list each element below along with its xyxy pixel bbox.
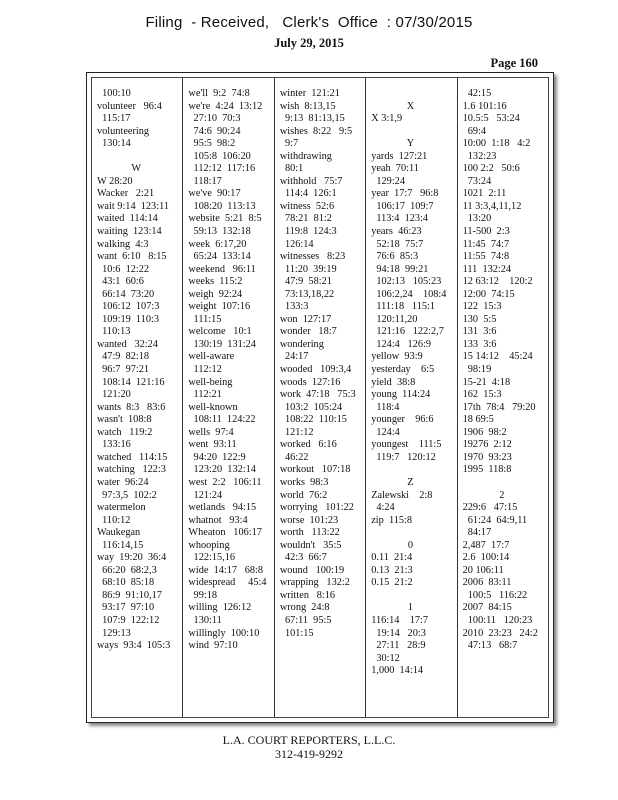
index-entry-line: 27:11 28:9 bbox=[371, 640, 426, 652]
index-entry-line: 114:4 126:1 bbox=[279, 188, 337, 200]
index-entry-line: wonder 18:7 bbox=[279, 326, 337, 338]
index-entry-line: 112:12 bbox=[188, 364, 222, 376]
index-entry-line: 42:3 66:7 bbox=[279, 552, 327, 564]
blank-line bbox=[371, 590, 453, 603]
index-entry-line: way 19:20 36:4 bbox=[97, 552, 167, 564]
index-entry-line: website 5:21 8:5 bbox=[188, 213, 262, 225]
index-entry-line: worth 113:22 bbox=[279, 527, 340, 539]
index-entry-line: 10.5:5 53:24 bbox=[462, 113, 520, 125]
index-entry-line: wait 9:14 123:11 bbox=[97, 200, 169, 212]
section-letter-heading: 0 bbox=[407, 539, 413, 551]
index-entry-line: 111:18 115:1 bbox=[371, 301, 436, 313]
index-entry-line: we're 4:24 13:12 bbox=[188, 100, 263, 112]
court-reporter-phone: 312-419-9292 bbox=[275, 747, 343, 761]
index-entry-line: 115:17 bbox=[97, 113, 131, 125]
index-entry-line: 107:9 122:12 bbox=[97, 614, 160, 626]
index-entry-line: weight 107:16 bbox=[188, 301, 251, 313]
page-number: Page 160 bbox=[490, 56, 538, 70]
index-entry-line: 116:14 17:7 bbox=[371, 614, 429, 626]
index-entry-line: yeah 70:11 bbox=[371, 163, 419, 175]
section-letter-heading: Y bbox=[406, 138, 415, 150]
index-entry-line: 86:9 91:10,17 bbox=[97, 589, 162, 601]
index-entry-line: weeks 115:2 bbox=[188, 276, 243, 288]
index-entry-line: 130:14 bbox=[97, 138, 131, 150]
section-letter-heading: W bbox=[131, 163, 142, 175]
index-entry-line: weekend 96:11 bbox=[188, 263, 256, 275]
index-entry-line: 76:6 85:3 bbox=[371, 251, 419, 263]
index-entry-line: 106:2,24 108:4 bbox=[371, 288, 447, 300]
index-entry-line: 99:18 bbox=[188, 589, 218, 601]
index-entry-line: 61:24 64:9,11 bbox=[462, 514, 528, 526]
index-entry-line: 2,487 17:7 bbox=[462, 539, 510, 551]
index-entry-line: wound 100:19 bbox=[279, 564, 345, 576]
index-entry-line: wrapping 132:2 bbox=[279, 577, 350, 589]
index-entry-line: 80:1 bbox=[279, 163, 304, 175]
index-entry-line: 130:19 131:24 bbox=[188, 338, 256, 350]
index-entry-line: 1,000 14:14 bbox=[371, 665, 423, 677]
index-entry-line: 66:20 68:2,3 bbox=[97, 564, 157, 576]
index-entry-line: waiting 123:14 bbox=[97, 226, 162, 238]
index-entry-line: worrying 101:22 bbox=[279, 502, 354, 514]
index-entry-line: watching 122:3 bbox=[97, 464, 166, 476]
index-entry-line: volunteer 96:4 bbox=[97, 100, 162, 112]
index-entry-line: withhold 75:7 bbox=[279, 175, 343, 187]
index-entry-line: 93:17 97:10 bbox=[97, 602, 155, 614]
index-entry-line: 2010 23:23 24:2 bbox=[462, 627, 538, 639]
index-entry-line: want 6:10 8:15 bbox=[97, 251, 167, 263]
index-entry-line: 121:24 bbox=[188, 489, 223, 501]
page-footer bbox=[0, 733, 618, 761]
index-entry-line: 73:24 bbox=[462, 175, 492, 187]
blank-line bbox=[371, 527, 453, 540]
index-entry-line: youngest 111:5 bbox=[371, 439, 442, 451]
index-entry-line: world 76:2 bbox=[279, 489, 328, 501]
index-entry-line: 100:11 120:23 bbox=[462, 614, 533, 626]
index-entry-line: 2.6 100:14 bbox=[462, 552, 510, 564]
index-entry-line: Wheaton 106:17 bbox=[188, 527, 262, 539]
index-entry-line: 111:15 bbox=[188, 313, 222, 325]
index-entry-line: woods 127:16 bbox=[279, 376, 341, 388]
index-entry-line: 9:13 81:13,15 bbox=[279, 113, 345, 125]
index-entry-line: worked 6:16 bbox=[279, 439, 337, 451]
index-entry-line: went 93:11 bbox=[188, 439, 237, 451]
index-entry-line: 133:3 bbox=[279, 301, 309, 313]
index-entry-line: 113:4 123:4 bbox=[371, 213, 429, 225]
index-entry-line: 121:16 122:2,7 bbox=[371, 326, 444, 338]
index-entry-line: 130:11 bbox=[188, 614, 222, 626]
index-entry-line: 20 106:11 bbox=[462, 564, 504, 576]
index-entry-line: 12 63:12 120:2 bbox=[462, 276, 533, 288]
index-entry-line: wide 14:17 68:8 bbox=[188, 564, 264, 576]
index-entry-line: 122 15:3 bbox=[462, 301, 502, 313]
index-entry-line: 100:5 116:22 bbox=[462, 589, 528, 601]
index-entry-line: 11:55 74:8 bbox=[462, 251, 510, 263]
blank-line bbox=[371, 88, 453, 101]
index-column-5 bbox=[458, 78, 548, 717]
index-entry-line: 109:19 110:3 bbox=[97, 313, 159, 325]
index-entry-line: 30:12 bbox=[371, 652, 400, 664]
index-entry-line: 47:9 58:21 bbox=[279, 276, 332, 288]
index-entry-line: whatnot 93:4 bbox=[188, 514, 248, 526]
index-entry-line: younger 96:6 bbox=[371, 414, 434, 426]
index-entry-line: week 6:17,20 bbox=[188, 238, 247, 250]
index-column-3 bbox=[275, 78, 366, 717]
index-entry-line: 11-500 2:3 bbox=[462, 226, 510, 238]
index-entry-line: 112:21 bbox=[188, 389, 222, 401]
index-entry-line: 124:4 bbox=[371, 426, 400, 438]
index-entry-line: 78:21 81:2 bbox=[279, 213, 332, 225]
section-letter-heading: 2 bbox=[499, 489, 505, 501]
index-entry-line: W 28:20 bbox=[97, 175, 133, 187]
index-entry-line: 1906 98:2 bbox=[462, 426, 507, 438]
index-entry-line: yards 127:21 bbox=[371, 150, 428, 162]
index-entry-line: 118:4 bbox=[371, 401, 400, 413]
index-entry-line: wondering bbox=[279, 338, 324, 350]
index-entry-line: 84:17 bbox=[462, 527, 492, 539]
index-entry-line: zip 115:8 bbox=[371, 514, 413, 526]
index-entry-line: 52:18 75:7 bbox=[371, 238, 424, 250]
index-entry-line: water 96:24 bbox=[97, 476, 149, 488]
index-entry-line: watch 119:2 bbox=[97, 426, 153, 438]
index-entry-line: 0.13 21:3 bbox=[371, 564, 413, 576]
index-entry-line: 121:20 bbox=[97, 389, 131, 401]
index-entry-line: 1.6 101:16 bbox=[462, 100, 507, 112]
transcript-date: July 29, 2015 bbox=[274, 36, 344, 50]
index-entry-line: 74:6 90:24 bbox=[188, 125, 241, 137]
index-entry-line: wind 97:10 bbox=[188, 640, 238, 652]
index-entry-line: 102:13 105:23 bbox=[371, 276, 442, 288]
index-entry-line: works 98:3 bbox=[279, 476, 329, 488]
index-entry-line: 129:24 bbox=[371, 175, 405, 187]
blank-line bbox=[371, 126, 453, 139]
blank-line bbox=[463, 477, 545, 490]
index-entry-line: 11:45 74:7 bbox=[462, 238, 510, 250]
index-entry-line: 19:14 20:3 bbox=[371, 627, 426, 639]
index-entry-line: 120:11,20 bbox=[371, 313, 418, 325]
index-entry-line: 121:12 bbox=[279, 426, 314, 438]
index-entry-line: 119:7 120:12 bbox=[371, 451, 436, 463]
index-entry-line: withdrawing bbox=[279, 150, 332, 162]
index-entry-line: wouldn't 35:5 bbox=[279, 539, 342, 551]
section-letter-heading: 1 bbox=[407, 602, 413, 614]
index-entry-line: whooping bbox=[188, 539, 230, 551]
index-entry-line: workout 107:18 bbox=[279, 464, 351, 476]
index-entry-line: wish 8:13,15 bbox=[279, 100, 336, 112]
index-page-frame bbox=[86, 72, 554, 723]
index-entry-line: 100 2:2 50:6 bbox=[462, 163, 520, 175]
index-entry-line: 108:11 124:22 bbox=[188, 414, 256, 426]
index-entry-line: 27:10 70:3 bbox=[188, 113, 241, 125]
index-entry-line: 100:10 bbox=[97, 88, 131, 99]
index-entry-line: 95:5 98:2 bbox=[188, 138, 236, 150]
index-entry-line: watched 114:15 bbox=[97, 451, 168, 463]
index-entry-line: worse 101:23 bbox=[279, 514, 339, 526]
index-entry-line: yesterday 6:5 bbox=[371, 364, 435, 376]
index-entry-line: 132:23 bbox=[462, 150, 497, 162]
index-entry-line: 94:18 99:21 bbox=[371, 263, 429, 275]
index-entry-line: won 127:17 bbox=[279, 313, 332, 325]
index-entry-line: wants 8:3 83:6 bbox=[97, 401, 166, 413]
index-entry-line: 124:4 126:9 bbox=[371, 338, 431, 350]
index-entry-line: we've 90:17 bbox=[188, 188, 241, 200]
index-entry-line: 162 15:3 bbox=[462, 389, 502, 401]
index-entry-line: 116:14,15 bbox=[97, 539, 144, 551]
index-entry-line: 66:14 73:20 bbox=[97, 288, 155, 300]
index-column-2 bbox=[183, 78, 274, 717]
index-entry-line: 130 5:5 bbox=[462, 313, 497, 325]
index-entry-line: 97:3,5 102:2 bbox=[97, 489, 157, 501]
index-entry-line: witness 52:6 bbox=[279, 200, 335, 212]
index-entry-line: 10:6 12:22 bbox=[97, 263, 150, 275]
index-entry-line: 229:6 47:15 bbox=[462, 502, 518, 514]
blank-line bbox=[97, 151, 179, 164]
index-entry-line: well-known bbox=[188, 401, 238, 413]
index-entry-line: 103:2 105:24 bbox=[279, 401, 343, 413]
index-entry-line: 0.15 21:2 bbox=[371, 577, 413, 589]
index-entry-line: 108:22 110:15 bbox=[279, 414, 347, 426]
index-entry-line: Waukegan bbox=[97, 527, 141, 539]
index-entry-line: young 114:24 bbox=[371, 389, 431, 401]
index-entry-line: 108:20 113:13 bbox=[188, 200, 256, 212]
index-entry-line: 106:17 109:7 bbox=[371, 200, 434, 212]
index-entry-line: 110:12 bbox=[97, 514, 131, 526]
index-entry-line: west 2:2 106:11 bbox=[188, 476, 262, 488]
index-entry-line: 46:22 bbox=[279, 451, 309, 463]
index-entry-line: 1995 118:8 bbox=[462, 464, 512, 476]
index-entry-line: 119:8 124:3 bbox=[279, 226, 337, 238]
blank-line bbox=[371, 464, 453, 477]
index-entry-line: 11 3:3,4,11,12 bbox=[462, 200, 522, 212]
index-entry-line: work 47:18 75:3 bbox=[279, 389, 356, 401]
index-entry-line: wooded 109:3,4 bbox=[279, 364, 352, 376]
index-entry-line: yellow 93:9 bbox=[371, 351, 423, 363]
index-entry-line: welcome 10:1 bbox=[188, 326, 252, 338]
index-entry-line: 2007 84:15 bbox=[462, 602, 512, 614]
index-entry-line: ways 93:4 105:3 bbox=[97, 640, 171, 652]
index-entry-line: wetlands 94:15 bbox=[188, 502, 257, 514]
index-entry-line: Wacker 2:21 bbox=[97, 188, 155, 200]
index-entry-line: 67:11 95:5 bbox=[279, 614, 332, 626]
index-entry-line: 9:7 bbox=[279, 138, 299, 150]
index-entry-line: 129:13 bbox=[97, 627, 131, 639]
index-entry-line: witnesses 8:23 bbox=[279, 251, 346, 263]
index-entry-line: wrong 24:8 bbox=[279, 602, 330, 614]
index-entry-line: 1970 93:23 bbox=[462, 451, 512, 463]
index-entry-line: 73:13,18,22 bbox=[279, 288, 335, 300]
index-entry-line: 123:20 132:14 bbox=[188, 464, 256, 476]
index-entry-line: X 3:1,9 bbox=[371, 113, 403, 125]
index-entry-line: 2006 83:11 bbox=[462, 577, 512, 589]
index-entry-line: 43:1 60:6 bbox=[97, 276, 144, 288]
filing-stamp: Filing - Received, Clerk's Office : 07/30/2015 bbox=[145, 14, 473, 31]
index-entry-line: 42:15 bbox=[462, 88, 492, 99]
index-entry-line: wishes 8:22 9:5 bbox=[279, 125, 353, 137]
index-entry-line: 69:4 bbox=[462, 125, 487, 137]
index-entry-line: 47:9 82:18 bbox=[97, 351, 150, 363]
section-letter-heading: X bbox=[406, 100, 415, 112]
index-entry-line: 118:17 bbox=[188, 175, 222, 187]
index-entry-line: willingly 100:10 bbox=[188, 627, 260, 639]
index-entry-line: weigh 92:24 bbox=[188, 288, 243, 300]
index-entry-line: year 17:7 96:8 bbox=[371, 188, 439, 200]
index-entry-line: 59:13 132:18 bbox=[188, 226, 251, 238]
index-entry-line: 111 132:24 bbox=[462, 263, 512, 275]
index-entry-line: years 46:23 bbox=[371, 226, 422, 238]
index-column-4 bbox=[366, 78, 457, 717]
index-entry-line: volunteering bbox=[97, 125, 150, 137]
index-entry-line: yield 38:8 bbox=[371, 376, 416, 388]
index-entry-line: 126:14 bbox=[279, 238, 314, 250]
index-entry-line: 131 3:6 bbox=[462, 326, 497, 338]
index-entry-line: 112:12 117:16 bbox=[188, 163, 256, 175]
index-entry-line: walking 4:3 bbox=[97, 238, 149, 250]
index-entry-line: willing 126:12 bbox=[188, 602, 252, 614]
index-entry-line: 65:24 133:14 bbox=[188, 251, 251, 263]
court-reporter-name: L.A. COURT REPORTERS, L.L.C. bbox=[222, 733, 396, 747]
index-entry-line: 1021 2:11 bbox=[462, 188, 507, 200]
index-entry-line: 98:19 bbox=[462, 364, 492, 376]
index-entry-line: 4:24 bbox=[371, 502, 395, 514]
index-entry-line: 94:20 122:9 bbox=[188, 451, 246, 463]
index-entry-line: 105:8 106:20 bbox=[188, 150, 251, 162]
index-entry-line: 17th 78:4 79:20 bbox=[462, 401, 536, 413]
index-entry-line: 18 69:5 bbox=[462, 414, 494, 426]
index-entry-line: 15-21 4:18 bbox=[462, 376, 511, 388]
index-entry-line: 47:13 68:7 bbox=[462, 640, 518, 652]
index-entry-line: 13:20 bbox=[462, 213, 492, 225]
index-entry-line: 96:7 97:21 bbox=[97, 364, 150, 376]
index-entry-line: waited 114:14 bbox=[97, 213, 158, 225]
index-entry-line: 10:00 1:18 4:2 bbox=[462, 138, 531, 150]
index-entry-line: 19276 2:12 bbox=[462, 439, 512, 451]
index-entry-line: well-aware bbox=[188, 351, 235, 363]
index-entry-line: 68:10 85:18 bbox=[97, 577, 155, 589]
index-entry-line: 101:15 bbox=[279, 627, 314, 639]
index-entry-line: 110:13 bbox=[97, 326, 131, 338]
index-entry-line: we'll 9:2 74:8 bbox=[188, 88, 250, 99]
index-entry-line: 15 14:12 45:24 bbox=[462, 351, 533, 363]
index-entry-line: 24:17 bbox=[279, 351, 309, 363]
index-entry-line: wasn't 108:8 bbox=[97, 414, 152, 426]
index-entry-line: 133:16 bbox=[97, 439, 131, 451]
index-column-1 bbox=[92, 78, 183, 717]
index-entry-line: winter 121:21 bbox=[279, 88, 340, 99]
index-entry-line: 122:15,16 bbox=[188, 552, 236, 564]
index-entry-line: 106:12 107:3 bbox=[97, 301, 160, 313]
index-entry-line: written 8:16 bbox=[279, 589, 336, 601]
section-letter-heading: Z bbox=[407, 476, 414, 488]
index-entry-line: 12:00 74:15 bbox=[462, 288, 515, 300]
index-entry-line: watermelon bbox=[97, 502, 146, 514]
index-entry-line: 108:14 121:16 bbox=[97, 376, 165, 388]
index-entry-line: widespread 45:4 bbox=[188, 577, 267, 589]
word-index-columns bbox=[91, 77, 549, 718]
index-entry-line: wanted 32:24 bbox=[97, 338, 158, 350]
index-entry-line: 133 3:6 bbox=[462, 338, 497, 350]
index-entry-line: wells 97:4 bbox=[188, 426, 234, 438]
index-entry-line: Zalewski 2:8 bbox=[371, 489, 433, 501]
index-entry-line: 11:20 39:19 bbox=[279, 263, 337, 275]
index-entry-line: 0.11 21:4 bbox=[371, 552, 413, 564]
index-entry-line: well-being bbox=[188, 376, 233, 388]
